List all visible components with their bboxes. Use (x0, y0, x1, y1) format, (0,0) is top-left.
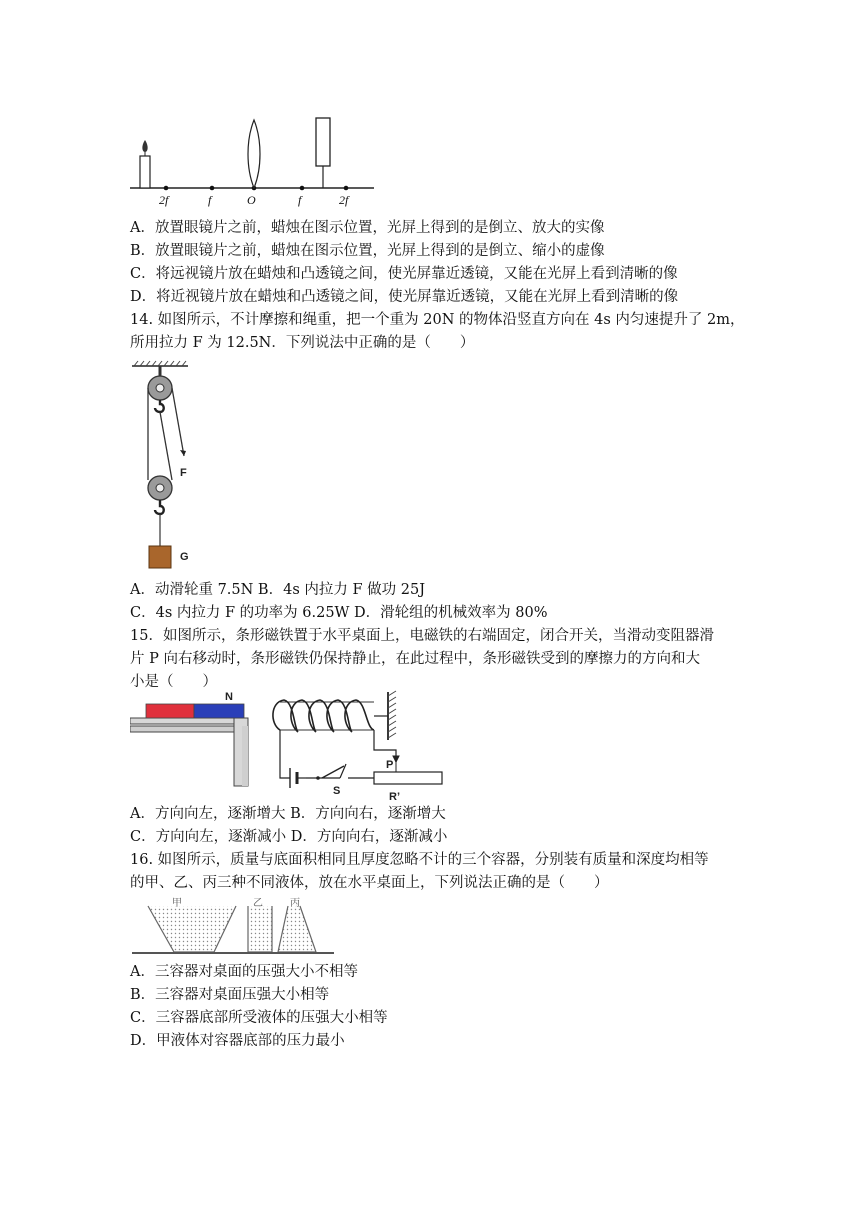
convex-lens (248, 120, 260, 188)
label-bing: 丙 (290, 898, 300, 909)
circuit-wire (280, 730, 396, 778)
label-right-2f: 2f (339, 193, 349, 207)
containers-diagram (130, 896, 336, 958)
label-right-f: f (298, 193, 302, 207)
switch-icon (316, 766, 344, 780)
q15-stem-line1: 15．如图所示，条形磁铁置于水平桌面上，电磁铁的右端固定，闭合开关，当滑动变阻器滑 (130, 628, 714, 644)
label-left-f: f (208, 193, 212, 207)
slider-arrow (393, 756, 399, 772)
label-p: P (386, 759, 394, 771)
q16-option-c: C．三容器底部所受液体的压强大小相等 (130, 1010, 388, 1026)
force-arrow (180, 450, 186, 456)
label-o: O (247, 193, 256, 207)
table (130, 718, 248, 786)
q13-option-b: B．放置眼镜片之前，蜡烛在图示位置，光屏上得到的是倒立、缩小的虚像 (130, 243, 605, 259)
fixed-pulley (148, 376, 172, 400)
container-jia (148, 906, 236, 952)
rope-free-end (172, 388, 184, 456)
q14-stem-line2: 所用拉力 F 为 12.5N．下列说法中正确的是（ ） (130, 335, 475, 351)
q15-stem-line3: 小是（ ） (130, 674, 217, 690)
ceiling-hatch (132, 361, 188, 366)
q13-option-c: C．将远视镜片放在蜡烛和凸透镜之间，使光屏靠近透镜，又能在光屏上看到清晰的像 (130, 266, 678, 282)
battery-icon (290, 768, 306, 788)
pulley-diagram (130, 360, 200, 572)
label-s: S (333, 785, 341, 797)
weight-block (149, 546, 171, 568)
q14-stem-line1: 14. 如图所示，不计摩擦和绳重，把一个重为 20N 的物体沿竖直方向在 4s 内匀速提升了 2m， (130, 312, 745, 328)
label-left-2f: 2f (159, 193, 169, 207)
label-jia: 甲 (172, 898, 182, 909)
q13-option-d: D．将近视镜片放在蜡烛和凸透镜之间，使光屏靠近透镜，又能在光屏上看到清晰的像 (130, 289, 679, 305)
electromagnet-coil (273, 700, 374, 732)
label-yi: 乙 (253, 898, 263, 909)
rheostat (374, 772, 442, 784)
q14-options-line2: C．4s 内拉力 F 的功率为 6.25W D．滑轮组的机械效率为 80% (130, 605, 548, 621)
rope-middle (160, 412, 172, 480)
label-f: F (180, 467, 187, 479)
q16-stem-line1: 16. 如图所示，质量与底面积相同且厚度忽略不计的三个容器，分别装有质量和深度均相等 (130, 852, 709, 868)
electromagnet-diagram (130, 688, 450, 802)
container-yi (248, 906, 272, 952)
light-screen (316, 118, 330, 188)
label-g: G (180, 551, 189, 563)
bar-magnet (146, 704, 244, 718)
q16-option-d: D．甲液体对容器底部的压力最小 (130, 1033, 345, 1049)
q16-option-b: B．三容器对桌面压强大小相等 (130, 987, 330, 1003)
label-n: N (225, 691, 233, 703)
lens-diagram (130, 112, 380, 214)
q16-stem-line2: 的甲、乙、丙三种不同液体，放在水平桌面上，下列说法正确的是（ ） (130, 875, 609, 891)
fixed-hook (155, 400, 164, 412)
q15-options-line2: C．方向向左，逐渐减小 D．方向向右，逐渐减小 (130, 829, 448, 845)
q15-stem-line2: 片 P 向右移动时，条形磁铁仍保持静止，在此过程中，条形磁铁受到的摩擦力的方向和大 (130, 651, 700, 667)
wall-support (374, 691, 396, 740)
q16-option-a: A．三容器对桌面的压强大小不相等 (130, 964, 358, 980)
movable-pulley (148, 476, 172, 500)
candle-icon (140, 140, 150, 188)
q14-options-line1: A．动滑轮重 7.5N B．4s 内拉力 F 做功 25J (130, 582, 426, 598)
label-r: R’ (389, 791, 400, 802)
q15-options-line1: A．方向向左，逐渐增大 B．方向向右，逐渐增大 (130, 806, 446, 822)
q13-option-a: A．放置眼镜片之前，蜡烛在图示位置，光屏上得到的是倒立、放大的实像 (130, 220, 605, 236)
movable-hook (155, 500, 164, 514)
container-bing (278, 906, 316, 952)
